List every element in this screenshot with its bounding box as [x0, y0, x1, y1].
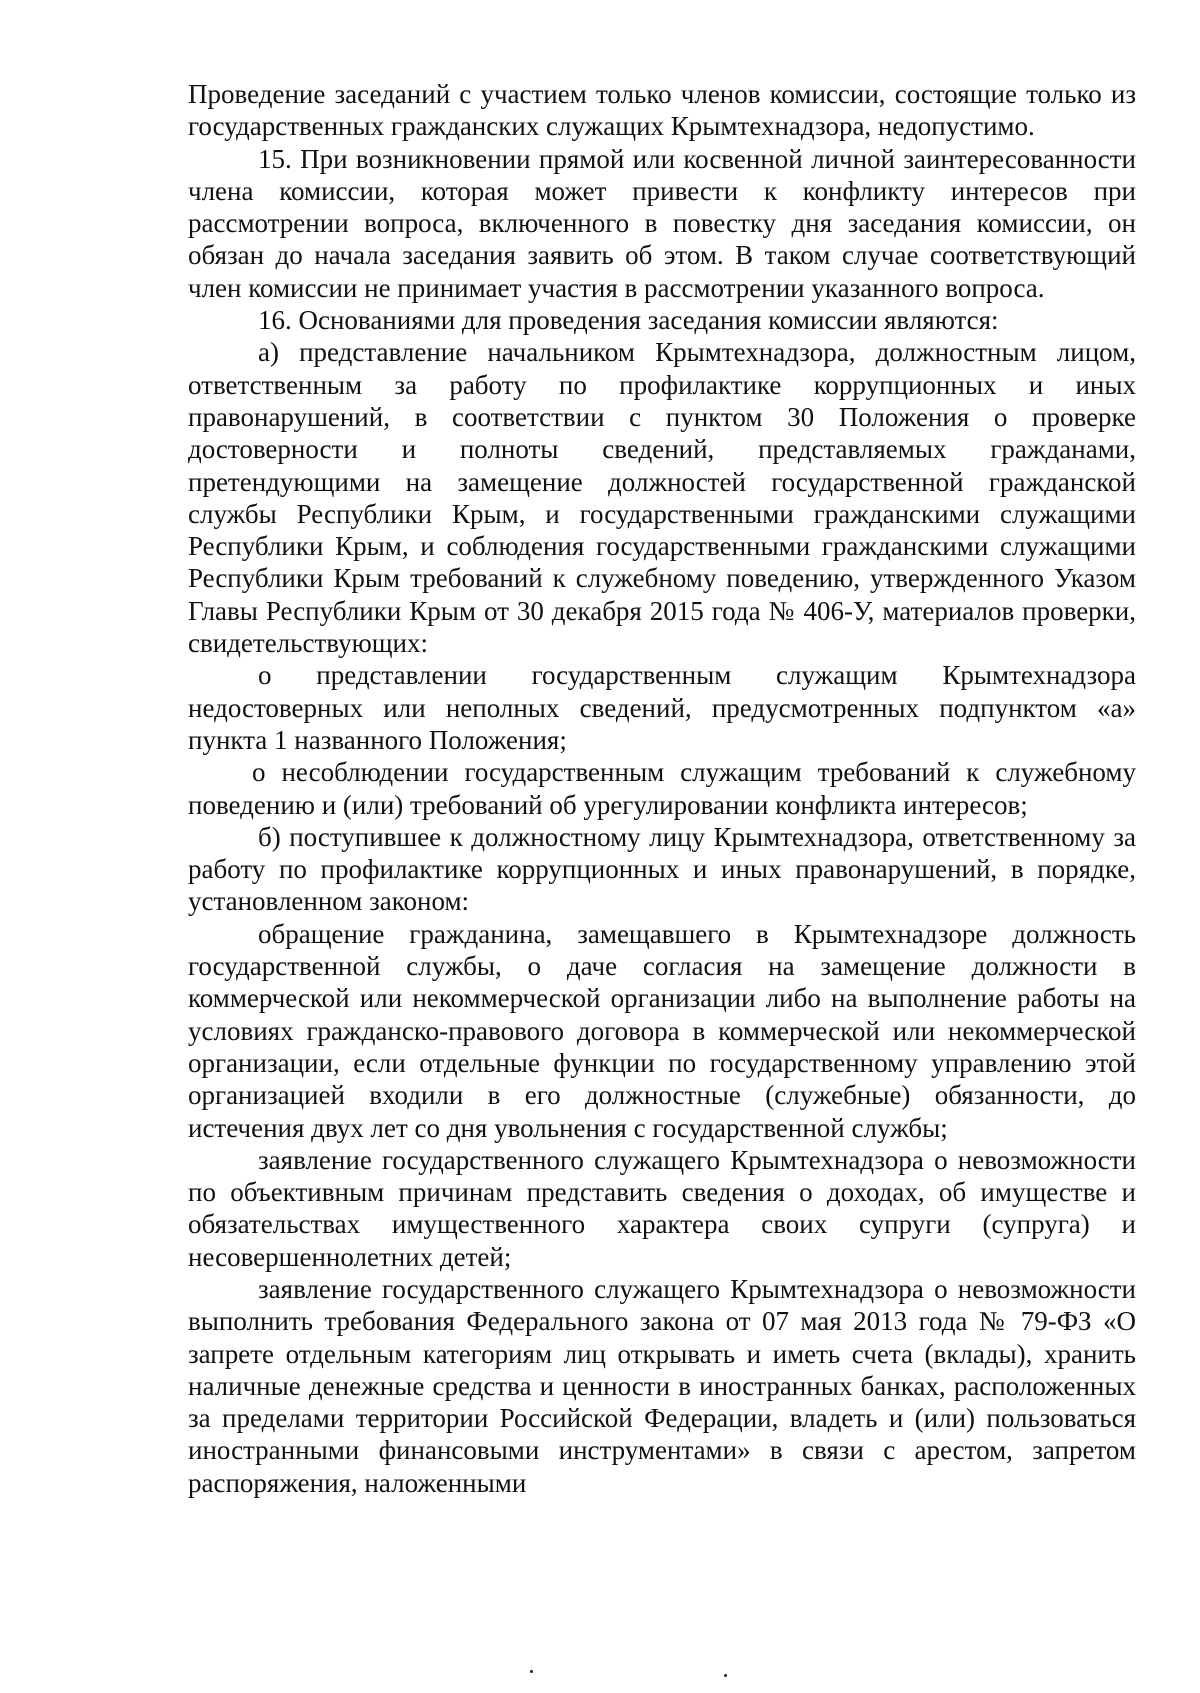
document-body [188, 78, 1136, 1499]
paragraph-16b-received: б) поступившее к должностному лицу Крымтехнадзора, ответственному за работу по профилактике коррупционных и иных правонарушений, в порядке, установленном законом: [188, 821, 1136, 917]
paragraph-16a-submission: а) представление начальником Крымтехнадзора, должностным лицом, ответственным за работу по профилактике коррупционных и иных правонарушений, в соответствии с пунктом 30 Положения о проверке достоверности и полноты сведений, представляемых гражданами, претендующими на замещение должностей государственной гражданской службы Республики Крым, и государственными гражданскими служащими Республики Крым, и соблюдения государственными гражданскими служащими Республики Крым требований к служебному поведению, утвержденного Указом Главы Республики Крым от 30 декабря 2015 года № 406-У, материалов проверки, свидетельствующих: [188, 337, 1136, 659]
paragraph-16a-non-compliance: о несоблюдении государственным служащим требований к служебному поведению и (или) требований об урегулировании конфликта интересов; [188, 757, 1136, 820]
paragraph-15-conflict-of-interest: 15. При возникновении прямой или косвенной личной заинтересованности члена комиссии, которая может привести к конфликту интересов при рассмотрении вопроса, включенного в повестку дня заседания комиссии, он обязан до начала заседания заявить об этом. В таком случае соответствующий член комиссии не принимает участия в рассмотрении указанного вопроса. [188, 143, 1136, 303]
paragraph-16a-inaccurate-info: о представлении государственным служащим Крымтехнадзора недостоверных или неполных сведений, предусмотренных подпунктом «а» пункта 1 названного Положения; [188, 660, 1136, 755]
scan-speck [724, 1674, 727, 1677]
paragraph-meeting-composition: Проведение заседаний с участием только членов комиссии, состоящие только из государственных гражданских служащих Крымтехнадзора, недопустимо. [188, 79, 1136, 142]
paragraph-16b-statement-income: заявление государственного служащего Крымтехнадзора о невозможности по объективным причинам представить сведения о доходах, об имуществе и обязательствах имущественного характера своих супруги (супруга) и несовершеннолетних детей; [188, 1144, 1136, 1272]
scan-speck [530, 1670, 533, 1673]
paragraph-16b-statement-foreign-banks: заявление государственного служащего Крымтехнадзора о невозможности выполнить требования Федерального закона от 07 мая 2013 года № 79-ФЗ «О запрете отдельным категориям лиц открывать и иметь счета (вклады), хранить наличные денежные средства и ценности в иностранных банках, расположенных за пределами территории Российской Федерации, владеть и (или) пользоваться иностранными финансовыми инструментами» в связи с арестом, запретом распоряжения, наложенными [188, 1273, 1136, 1498]
paragraph-16-grounds: 16. Основаниями для проведения заседания комиссии являются: [258, 305, 999, 336]
paragraph-16b-citizen-appeal: обращение гражданина, замещавшего в Крымтехнадзоре должность государственной службы, о даче согласия на замещение должности в коммерческой или некоммерческой организации либо на выполнение работы на условиях гражданско-правового договора в коммерческой или некоммерческой организации, если отдельные функции по государственному управлению этой организацией входили в его должностные (служебные) обязанности, до истечения двух лет со дня увольнения с государственной службы; [188, 918, 1136, 1143]
